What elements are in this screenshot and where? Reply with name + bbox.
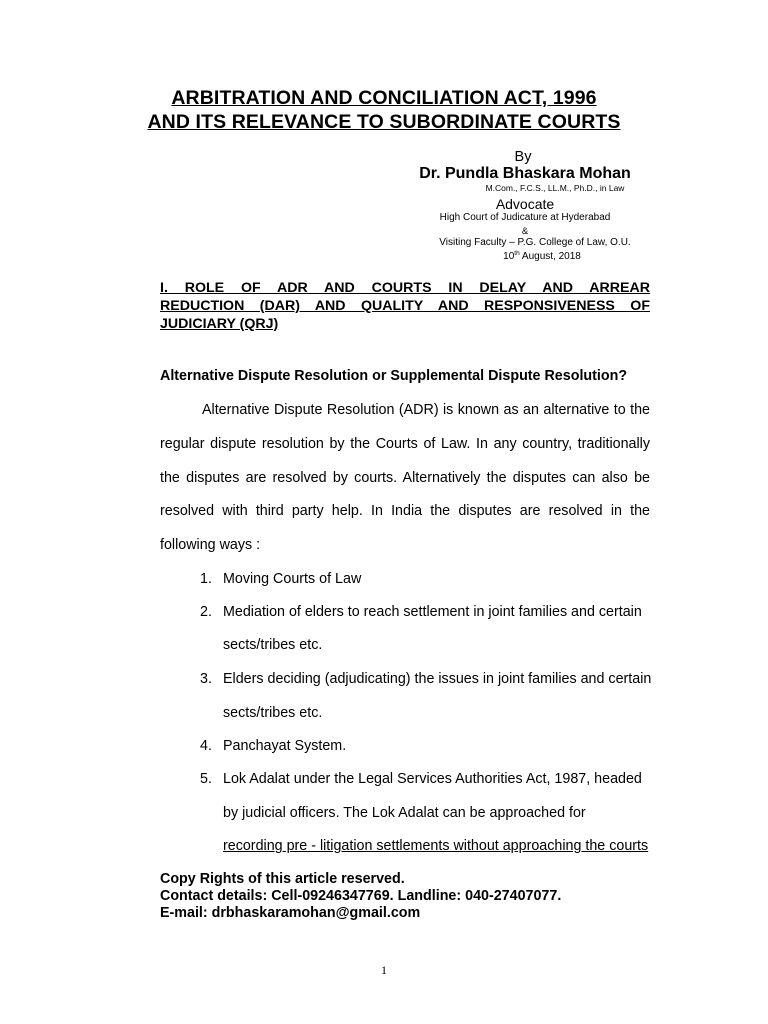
author-court: High Court of Judicature at Hyderabad	[439, 212, 611, 223]
document-title-line-2: AND ITS RELEVANCE TO SUBORDINATE COURTS	[147, 111, 621, 133]
list-item-number: 1.	[200, 571, 212, 587]
list-item: Moving Courts of Law	[223, 571, 362, 587]
by-label: By	[514, 149, 532, 165]
section-heading-line-3: JUDICIARY (QRJ)	[160, 316, 279, 332]
author-visiting-faculty: Visiting Faculty – P.G. College of Law, O.U.	[439, 237, 631, 248]
list-item-continuation: sects/tribes etc.	[223, 705, 323, 721]
copyright-notice: Copy Rights of this article reserved.	[160, 871, 405, 887]
page-number: 1	[381, 963, 387, 977]
section-heading-line-2: REDUCTION (DAR) AND QUALITY AND RESPONSIVENESS OF	[160, 298, 650, 314]
list-item: Panchayat System.	[223, 738, 347, 754]
list-item-number: 3.	[200, 671, 212, 687]
author-role: Advocate	[495, 196, 555, 212]
list-item: Lok Adalat under the Legal Services Authorities Act, 1987, headed	[223, 771, 642, 787]
author-qualifications: M.Com., F.C.S., LL.M., Ph.D., in Law	[485, 183, 625, 193]
list-item-number: 5.	[200, 771, 212, 787]
paragraph-line-4: resolved with third party help. In India the disputes are resolved in the	[160, 503, 650, 519]
list-item-number: 4.	[200, 738, 212, 754]
list-item: Mediation of elders to reach settlement in joint families and certain	[223, 604, 642, 620]
document-date	[492, 250, 592, 262]
paragraph-line-1: Alternative Dispute Resolution (ADR) is known as an alternative to the	[202, 402, 650, 418]
contact-details: Contact details: Cell-09246347769. Landline: 040-27407077.	[160, 888, 562, 904]
list-item-continuation: sects/tribes etc.	[223, 637, 323, 653]
author-name: Dr. Pundla Bhaskara Mohan	[419, 165, 631, 182]
list-item: Elders deciding (adjudicating) the issues in joint families and certain	[223, 671, 652, 687]
byline-ampersand: &	[521, 226, 529, 237]
date-rest: August, 2018	[519, 251, 581, 262]
date-suffix: th	[514, 250, 520, 257]
document-title-line-1: ARBITRATION AND CONCILIATION ACT, 1996	[171, 87, 597, 109]
list-item-number: 2.	[200, 604, 212, 620]
contact-email: E-mail: drbhaskaramohan@gmail.com	[160, 905, 421, 921]
subheading: Alternative Dispute Resolution or Supplemental Dispute Resolution?	[160, 368, 628, 384]
section-heading-line-1: I. ROLE OF ADR AND COURTS IN DELAY AND ARREAR	[160, 280, 650, 296]
paragraph-line-2: regular dispute resolution by the Courts of Law. In any country, traditionally	[160, 436, 650, 452]
list-item-continuation-underlined: recording pre - litigation settlements without approaching the courts	[223, 838, 649, 854]
paragraph-line-3: the disputes are resolved by courts. Alternatively the disputes can also be	[160, 470, 650, 486]
section-heading	[160, 279, 650, 333]
list-item-continuation: by judicial officers. The Lok Adalat can be approached for	[223, 805, 586, 821]
paragraph-line-5: following ways :	[160, 537, 261, 553]
date-day: 10	[503, 251, 515, 262]
